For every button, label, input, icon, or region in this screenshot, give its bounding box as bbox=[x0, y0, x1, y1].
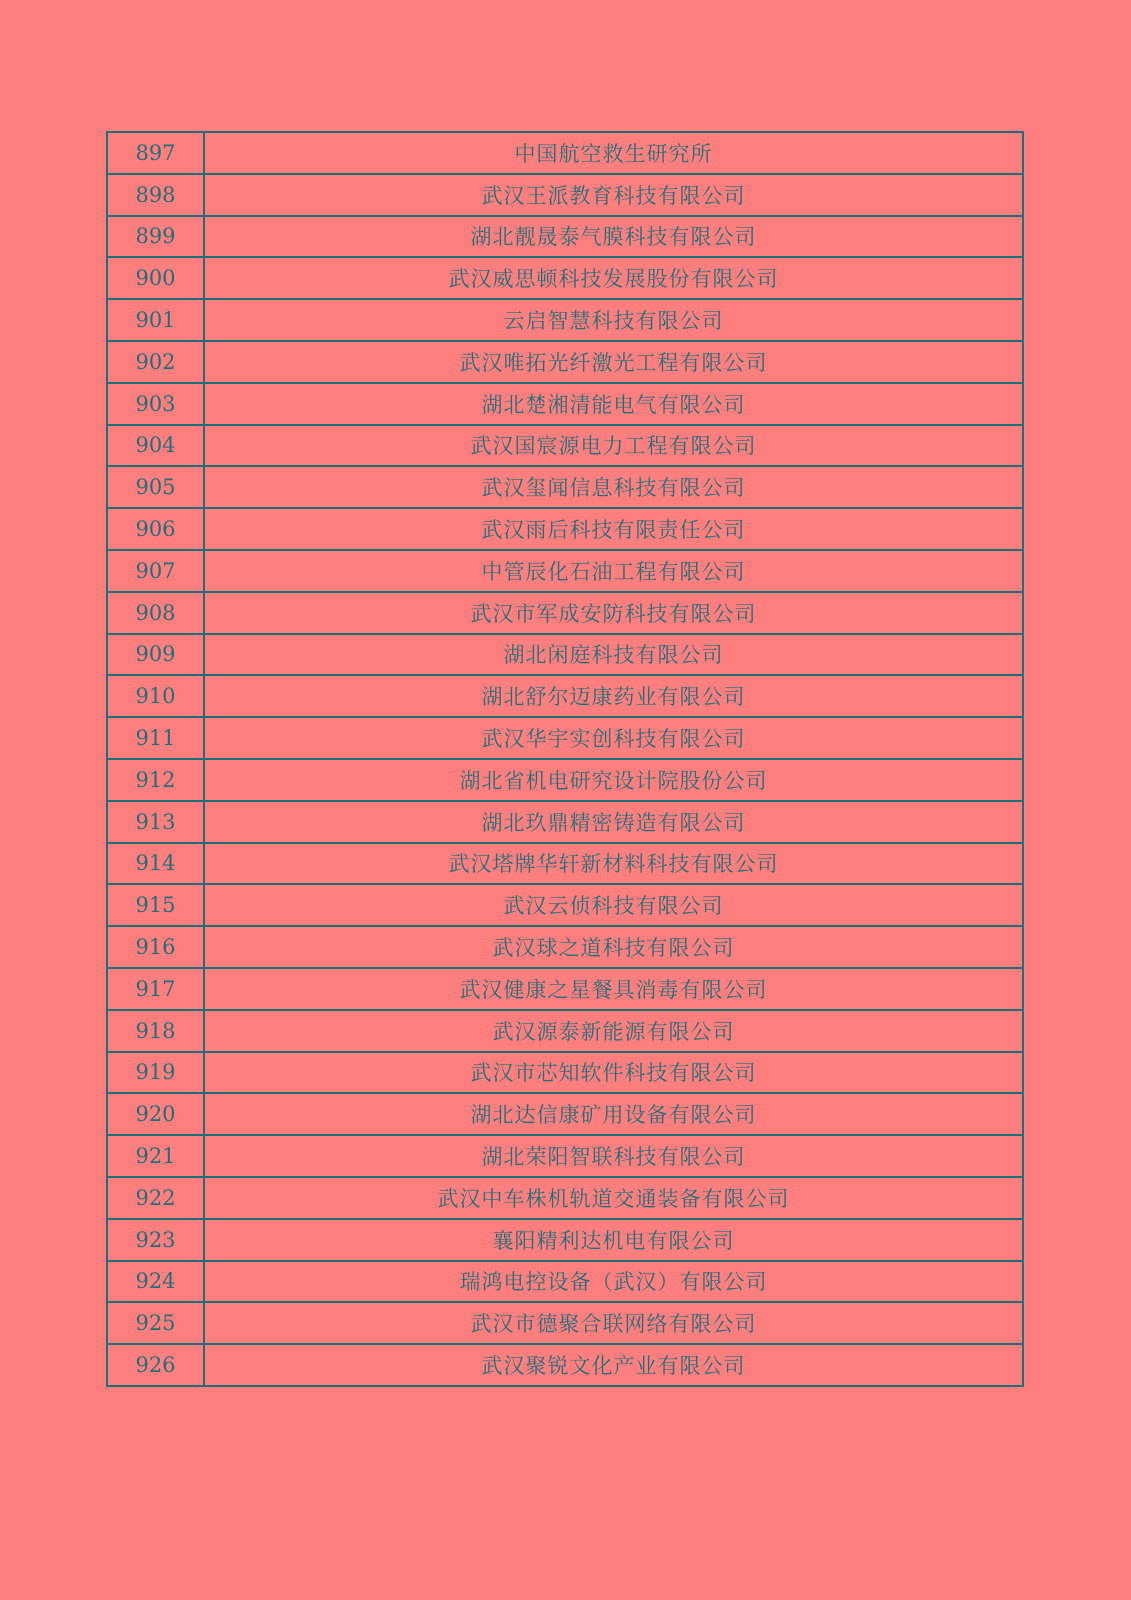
company-name-cell: 湖北玖鼎精密铸造有限公司 bbox=[204, 801, 1023, 843]
row-number-cell: 905 bbox=[107, 466, 204, 508]
row-number-cell: 898 bbox=[107, 174, 204, 216]
company-name-cell: 武汉市德聚合联网络有限公司 bbox=[204, 1302, 1023, 1344]
row-number-cell: 904 bbox=[107, 425, 204, 467]
company-name-cell: 武汉玺闻信息科技有限公司 bbox=[204, 466, 1023, 508]
table-row bbox=[107, 759, 1023, 801]
row-number-cell: 907 bbox=[107, 550, 204, 592]
table-row bbox=[107, 968, 1023, 1010]
table-row bbox=[107, 592, 1023, 634]
row-number-cell: 914 bbox=[107, 843, 204, 885]
table-row bbox=[107, 425, 1023, 467]
company-name-cell: 瑞鸿电控设备（武汉）有限公司 bbox=[204, 1261, 1023, 1303]
row-number-cell: 910 bbox=[107, 675, 204, 717]
company-name-cell: 武汉市芯知软件科技有限公司 bbox=[204, 1052, 1023, 1094]
company-name-cell: 云启智慧科技有限公司 bbox=[204, 299, 1023, 341]
table-row bbox=[107, 1344, 1023, 1386]
row-number-cell: 913 bbox=[107, 801, 204, 843]
table-row bbox=[107, 216, 1023, 258]
row-number-cell: 924 bbox=[107, 1261, 204, 1303]
row-number-cell: 906 bbox=[107, 508, 204, 550]
row-number-cell: 921 bbox=[107, 1135, 204, 1177]
table-row bbox=[107, 257, 1023, 299]
table-body bbox=[107, 132, 1023, 1386]
table-row bbox=[107, 843, 1023, 885]
table-row bbox=[107, 341, 1023, 383]
row-number-cell: 912 bbox=[107, 759, 204, 801]
row-number-cell: 923 bbox=[107, 1219, 204, 1261]
company-name-cell: 武汉雨后科技有限责任公司 bbox=[204, 508, 1023, 550]
table-row bbox=[107, 926, 1023, 968]
table-row bbox=[107, 1302, 1023, 1344]
row-number-cell: 903 bbox=[107, 383, 204, 425]
company-name-cell: 湖北省机电研究设计院股份公司 bbox=[204, 759, 1023, 801]
table-row bbox=[107, 550, 1023, 592]
company-name-cell: 武汉云侦科技有限公司 bbox=[204, 884, 1023, 926]
row-number-cell: 899 bbox=[107, 216, 204, 258]
table-row bbox=[107, 634, 1023, 676]
row-number-cell: 897 bbox=[107, 132, 204, 174]
company-name-cell: 武汉王派教育科技有限公司 bbox=[204, 174, 1023, 216]
row-number-cell: 917 bbox=[107, 968, 204, 1010]
table-row bbox=[107, 1010, 1023, 1052]
company-name-cell: 武汉聚锐文化产业有限公司 bbox=[204, 1344, 1023, 1386]
table-row bbox=[107, 1052, 1023, 1094]
company-name-cell: 湖北闲庭科技有限公司 bbox=[204, 634, 1023, 676]
company-name-cell: 武汉中车株机轨道交通装备有限公司 bbox=[204, 1177, 1023, 1219]
company-name-cell: 武汉健康之星餐具消毒有限公司 bbox=[204, 968, 1023, 1010]
table-row bbox=[107, 1261, 1023, 1303]
row-number-cell: 901 bbox=[107, 299, 204, 341]
row-number-cell: 902 bbox=[107, 341, 204, 383]
row-number-cell: 900 bbox=[107, 257, 204, 299]
company-name-cell: 武汉国宸源电力工程有限公司 bbox=[204, 425, 1023, 467]
company-name-cell: 湖北舒尔迈康药业有限公司 bbox=[204, 675, 1023, 717]
company-name-cell: 武汉球之道科技有限公司 bbox=[204, 926, 1023, 968]
row-number-cell: 919 bbox=[107, 1052, 204, 1094]
company-list-table bbox=[106, 131, 1024, 1387]
company-name-cell: 湖北荣阳智联科技有限公司 bbox=[204, 1135, 1023, 1177]
table-row bbox=[107, 1219, 1023, 1261]
company-name-cell: 中国航空救生研究所 bbox=[204, 132, 1023, 174]
table-row bbox=[107, 1177, 1023, 1219]
row-number-cell: 911 bbox=[107, 717, 204, 759]
table-row bbox=[107, 383, 1023, 425]
table-row bbox=[107, 466, 1023, 508]
table-row bbox=[107, 132, 1023, 174]
row-number-cell: 916 bbox=[107, 926, 204, 968]
table-row bbox=[107, 884, 1023, 926]
table-row bbox=[107, 801, 1023, 843]
table-row bbox=[107, 174, 1023, 216]
table-row bbox=[107, 675, 1023, 717]
company-name-cell: 武汉唯拓光纤激光工程有限公司 bbox=[204, 341, 1023, 383]
table-row bbox=[107, 1135, 1023, 1177]
company-name-cell: 湖北达信康矿用设备有限公司 bbox=[204, 1093, 1023, 1135]
table-row bbox=[107, 508, 1023, 550]
company-name-cell: 中管辰化石油工程有限公司 bbox=[204, 550, 1023, 592]
row-number-cell: 925 bbox=[107, 1302, 204, 1344]
row-number-cell: 918 bbox=[107, 1010, 204, 1052]
row-number-cell: 909 bbox=[107, 634, 204, 676]
row-number-cell: 922 bbox=[107, 1177, 204, 1219]
company-name-cell: 武汉市军成安防科技有限公司 bbox=[204, 592, 1023, 634]
company-name-cell: 武汉塔牌华轩新材料科技有限公司 bbox=[204, 843, 1023, 885]
company-name-cell: 武汉威思顿科技发展股份有限公司 bbox=[204, 257, 1023, 299]
table-row bbox=[107, 1093, 1023, 1135]
table-row bbox=[107, 299, 1023, 341]
company-name-cell: 湖北靓晟泰气膜科技有限公司 bbox=[204, 216, 1023, 258]
row-number-cell: 926 bbox=[107, 1344, 204, 1386]
document-page bbox=[106, 131, 1024, 1387]
row-number-cell: 920 bbox=[107, 1093, 204, 1135]
row-number-cell: 915 bbox=[107, 884, 204, 926]
company-name-cell: 湖北楚湘清能电气有限公司 bbox=[204, 383, 1023, 425]
company-name-cell: 武汉源泰新能源有限公司 bbox=[204, 1010, 1023, 1052]
table-row bbox=[107, 717, 1023, 759]
row-number-cell: 908 bbox=[107, 592, 204, 634]
company-name-cell: 襄阳精利达机电有限公司 bbox=[204, 1219, 1023, 1261]
company-name-cell: 武汉华宇实创科技有限公司 bbox=[204, 717, 1023, 759]
